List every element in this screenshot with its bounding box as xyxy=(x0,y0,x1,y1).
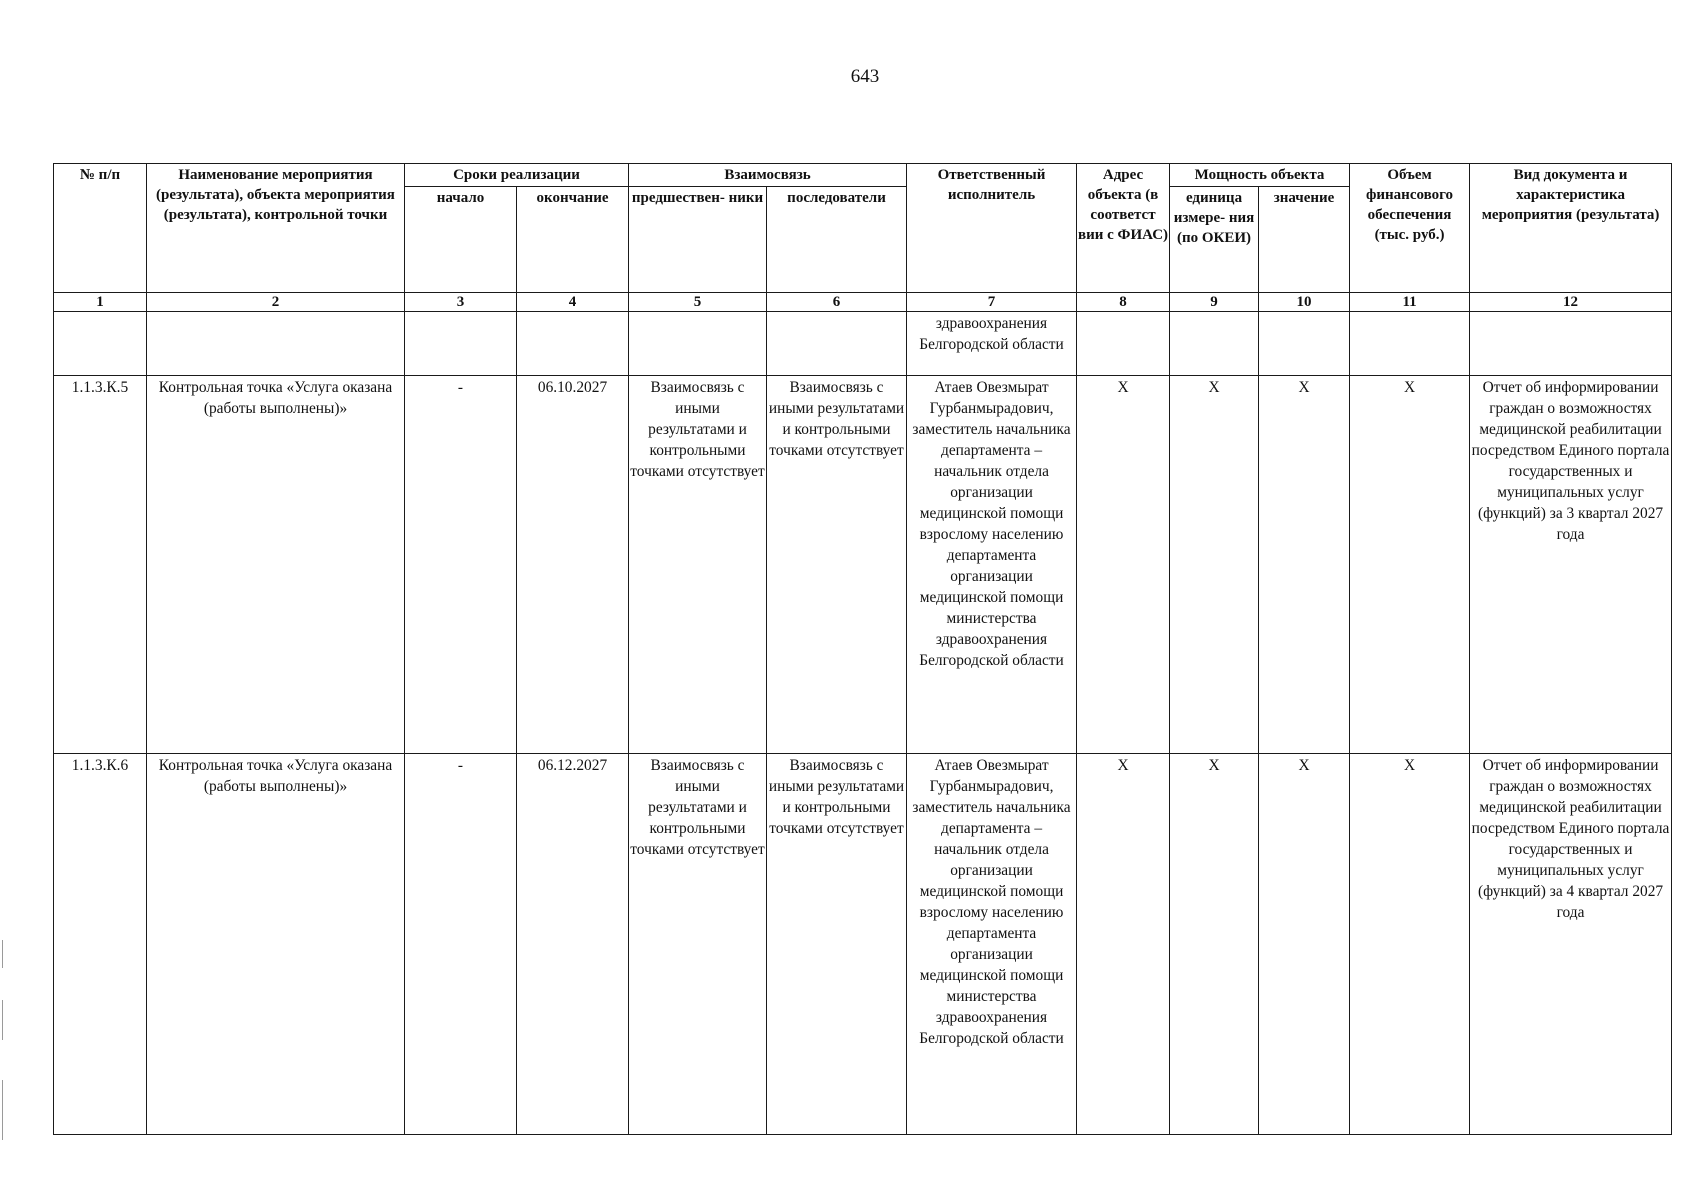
header-name: Наименование мероприятия (результата), объекта мероприятия (результата), контрольной точки xyxy=(147,164,405,293)
header-num: № п/п xyxy=(54,164,147,293)
table-row xyxy=(54,376,1672,754)
cell-unit: X xyxy=(1170,376,1259,754)
cell-responsible: Атаев Овезмырат Гурбанмырадович, заместитель начальника департамента – начальник отдела организации медицинской помощи взрослому населению департамента организации медицинской помощи министерства здравоохранения Белгородской области xyxy=(907,754,1077,1135)
column-number: 2 xyxy=(147,293,405,312)
header-row xyxy=(54,164,1672,187)
header-timing-group: Сроки реализации xyxy=(405,164,629,187)
header-unit: единица измере- ния (по ОКЕИ) xyxy=(1170,187,1259,293)
margin-mark xyxy=(2,1080,3,1140)
cell-start: - xyxy=(405,754,517,1135)
header-address: Адрес объекта (в соответст вии с ФИАС) xyxy=(1077,164,1170,293)
margin-mark xyxy=(2,1000,3,1040)
cell-num: 1.1.3.К.5 xyxy=(54,376,147,754)
cell-successors: Взаимосвязь с иными результатами и контрольными точками отсутствует xyxy=(767,754,907,1135)
column-number: 8 xyxy=(1077,293,1170,312)
page-number: 643 xyxy=(850,66,880,87)
header-predecessors: предшествен- ники xyxy=(629,187,767,293)
header-link-group: Взаимосвязь xyxy=(629,164,907,187)
column-number: 9 xyxy=(1170,293,1259,312)
cell-address: X xyxy=(1077,376,1170,754)
column-numbers-row xyxy=(54,293,1672,312)
cell-num: 1.1.3.К.6 xyxy=(54,754,147,1135)
header-finance: Объем финансового обеспечения (тыс. руб.) xyxy=(1350,164,1470,293)
cell-value: X xyxy=(1259,754,1350,1135)
column-number: 7 xyxy=(907,293,1077,312)
column-number: 3 xyxy=(405,293,517,312)
continuation-responsible: здравоохранения Белгородской области xyxy=(907,312,1077,376)
margin-mark xyxy=(2,940,3,968)
column-number: 10 xyxy=(1259,293,1350,312)
header-start: начало xyxy=(405,187,517,293)
cell-name: Контрольная точка «Услуга оказана (работы выполнены)» xyxy=(147,376,405,754)
column-number: 11 xyxy=(1350,293,1470,312)
header-successors: последователи xyxy=(767,187,907,293)
cell-end: 06.10.2027 xyxy=(517,376,629,754)
cell-address: X xyxy=(1077,754,1170,1135)
continuation-row xyxy=(54,312,1672,376)
cell-value: X xyxy=(1259,376,1350,754)
cell-finance: X xyxy=(1350,376,1470,754)
cell-unit: X xyxy=(1170,754,1259,1135)
column-number: 6 xyxy=(767,293,907,312)
cell-start: - xyxy=(405,376,517,754)
plan-table xyxy=(53,163,1672,1135)
header-capacity-group: Мощность объекта xyxy=(1170,164,1350,187)
header-doc-type: Вид документа и характеристика мероприятия (результата) xyxy=(1470,164,1672,293)
header-value: значение xyxy=(1259,187,1350,293)
cell-predecessors: Взаимосвязь с иными результатами и контрольными точками отсутствует xyxy=(629,376,767,754)
table-row xyxy=(54,754,1672,1135)
cell-responsible: Атаев Овезмырат Гурбанмырадович, заместитель начальника департамента – начальник отдела организации медицинской помощи взрослому населению департамента организации медицинской помощи министерства здравоохранения Белгородской области xyxy=(907,376,1077,754)
header-responsible: Ответственный исполнитель xyxy=(907,164,1077,293)
column-number: 1 xyxy=(54,293,147,312)
column-number: 4 xyxy=(517,293,629,312)
cell-end: 06.12.2027 xyxy=(517,754,629,1135)
cell-doc-type: Отчет об информировании граждан о возможностях медицинской реабилитации посредством Единого портала государственных и муниципальных услуг (функций) за 4 квартал 2027 года xyxy=(1470,754,1672,1135)
column-number: 12 xyxy=(1470,293,1672,312)
header-end: окончание xyxy=(517,187,629,293)
cell-finance: X xyxy=(1350,754,1470,1135)
cell-successors: Взаимосвязь с иными результатами и контрольными точками отсутствует xyxy=(767,376,907,754)
cell-name: Контрольная точка «Услуга оказана (работы выполнены)» xyxy=(147,754,405,1135)
cell-doc-type: Отчет об информировании граждан о возможностях медицинской реабилитации посредством Единого портала государственных и муниципальных услуг (функций) за 3 квартал 2027 года xyxy=(1470,376,1672,754)
cell-predecessors: Взаимосвязь с иными результатами и контрольными точками отсутствует xyxy=(629,754,767,1135)
column-number: 5 xyxy=(629,293,767,312)
